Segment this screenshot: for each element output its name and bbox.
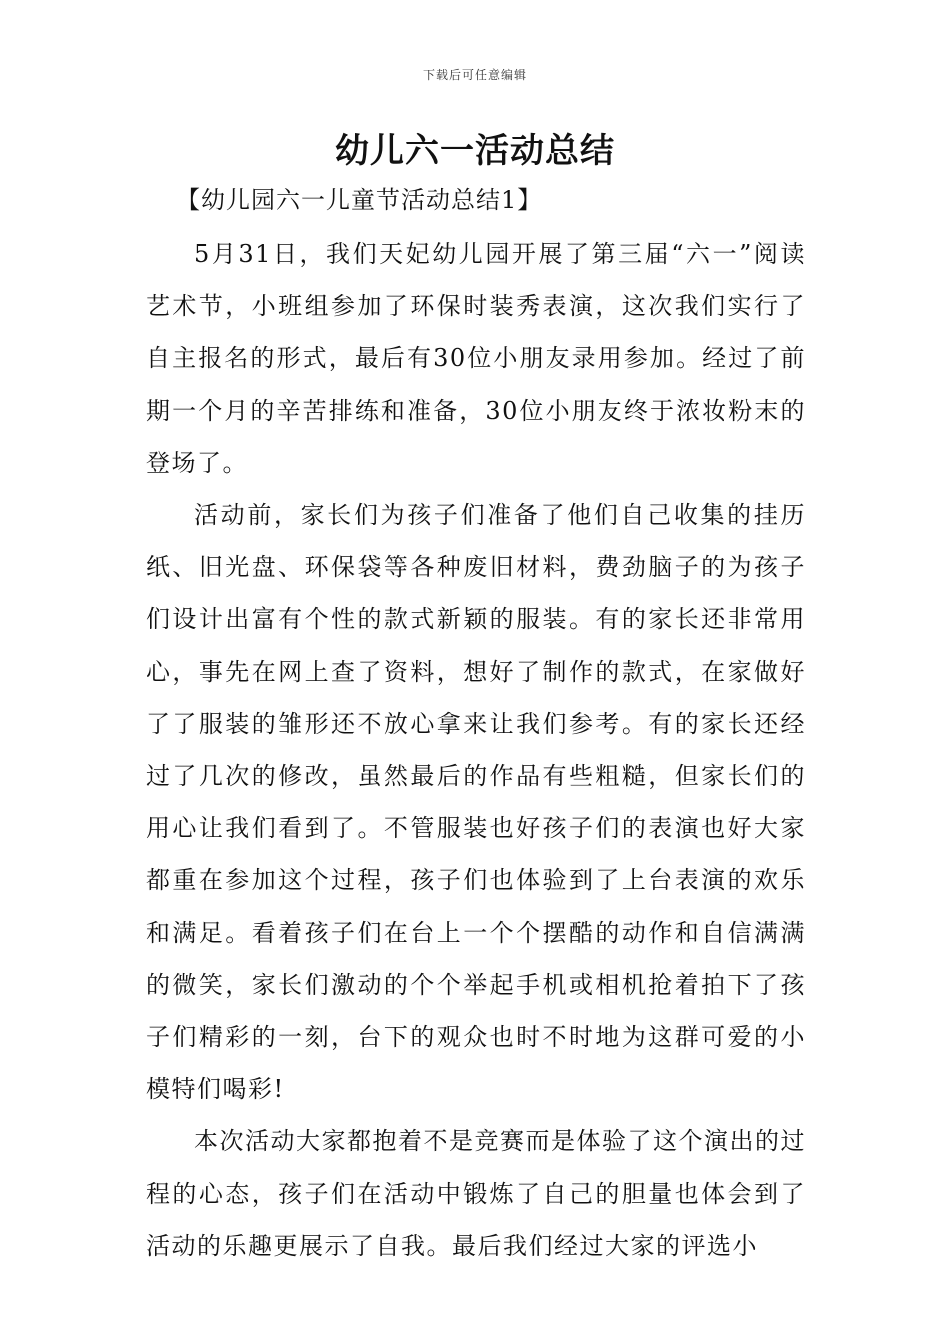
document-title: 幼儿六一活动总结 (335, 131, 615, 171)
header-note: 下载后可任意编辑 (422, 68, 527, 82)
section-subtitle: 【幼儿园六一儿童节活动总结1】 (176, 186, 543, 214)
body-text (146, 228, 806, 1272)
paragraph-1: 5月31日，我们天妃幼儿园开展了第三届“六一”阅读艺术节，小班组参加了环保时装秀表演，这次我们实行了自主报名的形式，最后有30位小朋友录用参加。经过了前期一个月的辛苦排练和准备，30位小朋友终于浓妆粉末的登场了。 (146, 240, 806, 477)
paragraph-3: 本次活动大家都抱着不是竞赛而是体验了这个演出的过程的心态，孩子们在活动中锻炼了自己的胆量也体会到了活动的乐趣更展示了自我。最后我们经过大家的评选小 (146, 1127, 806, 1260)
paragraph-2: 活动前，家长们为孩子们准备了他们自己收集的挂历纸、旧光盘、环保袋等各种废旧材料，费劲脑子的为孩子们设计出富有个性的款式新颖的服装。有的家长还非常用心，事先在网上查了资料，想好了制作的款式，在家做好了了服装的雏形还不放心拿来让我们参考。有的家长还经过了几次的修改，虽然最后的作品有些粗糙，但家长们的用心让我们看到了。不管服装也好孩子们的表演也好大家都重在参加这个过程，孩子们也体验到了上台表演的欢乐和满足。看着孩子们在台上一个个摆酷的动作和自信满满的微笑，家长们激动的个个举起手机或相机抢着拍下了孩子们精彩的一刻，台下的观众也时不时地为这群可爱的小模特们喝彩! (146, 501, 806, 1104)
